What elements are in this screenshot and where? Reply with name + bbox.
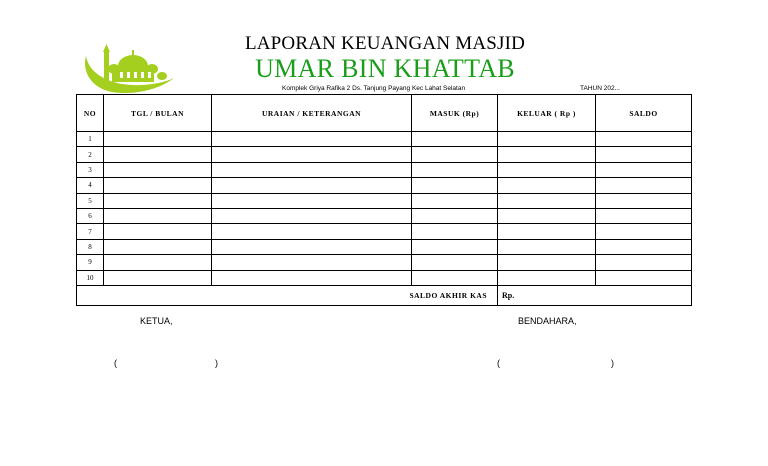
col-date: TGL / BULAN — [104, 95, 212, 132]
description-cell[interactable] — [212, 224, 412, 239]
expense-cell[interactable] — [498, 178, 596, 193]
row-number: 10 — [77, 270, 104, 285]
balance-cell[interactable] — [596, 132, 692, 147]
expense-cell[interactable] — [498, 255, 596, 270]
description-cell[interactable] — [212, 147, 412, 162]
expense-cell[interactable] — [498, 132, 596, 147]
balance-cell[interactable] — [596, 270, 692, 285]
date-cell[interactable] — [104, 224, 212, 239]
table-row — [77, 162, 692, 177]
expense-cell[interactable] — [498, 208, 596, 223]
row-number: 4 — [77, 178, 104, 193]
table-row — [77, 255, 692, 270]
closing-balance-label: SALDO AKHIR KAS — [77, 285, 498, 305]
description-cell[interactable] — [212, 193, 412, 208]
description-cell[interactable] — [212, 239, 412, 254]
col-expense: KELUAR ( Rp ) — [498, 95, 596, 132]
income-cell[interactable] — [412, 178, 498, 193]
row-number: 9 — [77, 255, 104, 270]
table-row — [77, 178, 692, 193]
description-cell[interactable] — [212, 178, 412, 193]
table-row — [77, 239, 692, 254]
income-cell[interactable] — [412, 224, 498, 239]
date-cell[interactable] — [104, 132, 212, 147]
chairman-sign-close: ) — [215, 358, 218, 368]
description-cell[interactable] — [212, 270, 412, 285]
expense-cell[interactable] — [498, 162, 596, 177]
chairman-label: KETUA, — [140, 316, 173, 326]
mosque-name: UMAR BIN KHATTAB — [255, 54, 515, 83]
col-description: URAIAN / KETERANGAN — [212, 95, 412, 132]
date-cell[interactable] — [104, 193, 212, 208]
treasurer-label: BENDAHARA, — [518, 316, 577, 326]
expense-cell[interactable] — [498, 239, 596, 254]
chairman-sign-open: ( — [114, 358, 117, 368]
date-cell[interactable] — [104, 270, 212, 285]
mosque-crescent-icon — [76, 36, 180, 96]
income-cell[interactable] — [412, 239, 498, 254]
treasurer-sign-open: ( — [497, 358, 500, 368]
date-cell[interactable] — [104, 147, 212, 162]
row-number: 1 — [77, 132, 104, 147]
closing-balance-row — [77, 285, 692, 305]
balance-cell[interactable] — [596, 147, 692, 162]
address: Komplek Griya Rafika 2 Ds. Tanjung Payang Kec Lahat Selatan — [282, 85, 466, 92]
col-balance: SALDO — [596, 95, 692, 132]
row-number: 7 — [77, 224, 104, 239]
col-income: MASUK (Rp) — [412, 95, 498, 132]
treasurer-sign-close: ) — [611, 358, 614, 368]
closing-balance-value[interactable]: Rp. — [498, 285, 692, 305]
table-row — [77, 132, 692, 147]
description-cell[interactable] — [212, 162, 412, 177]
balance-cell[interactable] — [596, 178, 692, 193]
row-number: 5 — [77, 193, 104, 208]
income-cell[interactable] — [412, 208, 498, 223]
description-cell[interactable] — [212, 132, 412, 147]
year-label: TAHUN 202... — [580, 85, 620, 92]
date-cell[interactable] — [104, 239, 212, 254]
description-cell[interactable] — [212, 208, 412, 223]
balance-cell[interactable] — [596, 193, 692, 208]
balance-cell[interactable] — [596, 239, 692, 254]
row-number: 2 — [77, 147, 104, 162]
income-cell[interactable] — [412, 132, 498, 147]
income-cell[interactable] — [412, 147, 498, 162]
date-cell[interactable] — [104, 162, 212, 177]
date-cell[interactable] — [104, 255, 212, 270]
date-cell[interactable] — [104, 178, 212, 193]
row-number: 6 — [77, 208, 104, 223]
col-no: NO — [77, 95, 104, 132]
table-header-row — [77, 95, 692, 132]
balance-cell[interactable] — [596, 224, 692, 239]
ledger-table — [76, 94, 692, 306]
expense-cell[interactable] — [498, 147, 596, 162]
income-cell[interactable] — [412, 162, 498, 177]
table-row — [77, 193, 692, 208]
income-cell[interactable] — [412, 270, 498, 285]
table-row — [77, 270, 692, 285]
table-row — [77, 224, 692, 239]
table-row — [77, 208, 692, 223]
description-cell[interactable] — [212, 255, 412, 270]
table-row — [77, 147, 692, 162]
row-number: 3 — [77, 162, 104, 177]
balance-cell[interactable] — [596, 208, 692, 223]
row-number: 8 — [77, 239, 104, 254]
expense-cell[interactable] — [498, 270, 596, 285]
balance-cell[interactable] — [596, 255, 692, 270]
expense-cell[interactable] — [498, 193, 596, 208]
balance-cell[interactable] — [596, 162, 692, 177]
income-cell[interactable] — [412, 193, 498, 208]
report-title: LAPORAN KEUANGAN MASJID — [244, 33, 526, 54]
income-cell[interactable] — [412, 255, 498, 270]
date-cell[interactable] — [104, 208, 212, 223]
expense-cell[interactable] — [498, 224, 596, 239]
